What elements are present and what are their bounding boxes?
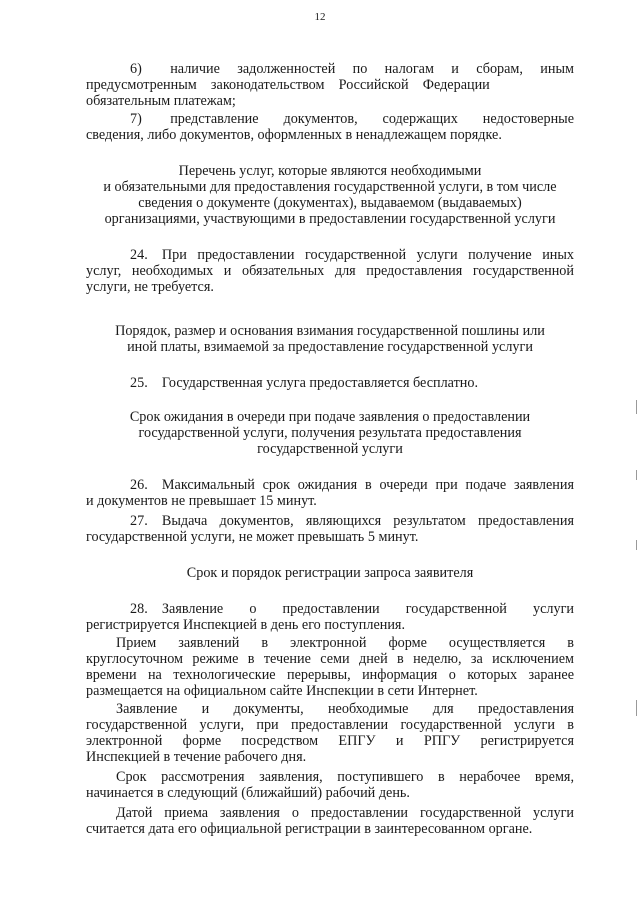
section-heading-line: Перечень услуг, которые являются необходимыми xyxy=(178,163,482,179)
paragraph-24-line: услуги, не требуется. xyxy=(86,279,214,295)
paragraph-24-line: 24. При предоставлении государственной услуги получение иных xyxy=(130,247,574,263)
paragraph-line: Датой приема заявления о предоставлении государственной услуги xyxy=(116,805,574,821)
paragraph-line: электронной форме посредством ЕПГУ и РПГУ регистрируется xyxy=(86,733,574,749)
scan-edge-mark xyxy=(636,700,637,716)
list-item-7-line: 7) представление документов, содержащих недостоверные xyxy=(130,111,574,127)
scan-edge-mark xyxy=(636,400,637,414)
paragraph-line: считается дата его официальной регистрации в заинтересованном органе. xyxy=(86,821,533,837)
paragraph-27-line: 27. Выдача документов, являющихся результатом предоставления xyxy=(130,513,574,529)
scan-edge-mark xyxy=(636,540,637,550)
paragraph-24-line: услуг, необходимых и обязательных для предоставления государственной xyxy=(86,263,574,279)
paragraph-line: размещается на официальном сайте Инспекции в сети Интернет. xyxy=(86,683,478,699)
section-heading-line: и обязательными для предоставления государственной услуги, в том числе xyxy=(103,179,557,195)
section-heading-line: Срок ожидания в очереди при подаче заявления о предоставлении xyxy=(129,409,531,425)
list-item-7-line: сведения, либо документов, оформленных в ненадлежащем порядке. xyxy=(86,127,502,143)
paragraph-line: Срок рассмотрения заявления, поступившего в нерабочее время, xyxy=(116,769,574,785)
paragraph-line: начинается в следующий (ближайший) рабочий день. xyxy=(86,785,410,801)
list-item-6-line: 6) наличие задолженностей по налогам и сборам, иным xyxy=(130,61,574,77)
paragraph-line: Инспекцией в течение рабочего дня. xyxy=(86,749,307,765)
scan-edge-mark xyxy=(636,470,637,480)
section-heading-line: государственной услуги xyxy=(257,441,403,457)
section-heading-line: государственной услуги, получения результата предоставления xyxy=(138,425,522,441)
paragraph-28-line: 28. Заявление о предоставлении государственной услуги xyxy=(130,601,574,617)
paragraph-line: Прием заявлений в электронной форме осуществляется в xyxy=(116,635,574,651)
section-heading: Срок и порядок регистрации запроса заявителя xyxy=(186,565,474,581)
list-item-6-line: обязательным платежам; xyxy=(86,93,236,109)
paragraph-line: Заявление и документы, необходимые для предоставления xyxy=(116,701,574,717)
section-heading-line: Порядок, размер и основания взимания государственной пошлины или xyxy=(115,323,545,339)
paragraph-line: круглосуточном режиме в течение семи дней в неделю, за исключением xyxy=(86,651,574,667)
section-heading-line: сведения о документе (документах), выдаваемом (выдаваемых) xyxy=(138,195,522,211)
list-item-6-line: предусмотренным законодательством Российской Федерации xyxy=(86,77,490,93)
paragraph-26-line: 26. Максимальный срок ожидания в очереди при подаче заявления xyxy=(130,477,574,493)
paragraph-27-line: государственной услуги, не может превышать 5 минут. xyxy=(86,529,419,545)
paragraph-28-line: регистрируется Инспекцией в день его поступления. xyxy=(86,617,405,633)
page-number: 12 xyxy=(314,11,326,23)
section-heading-line: организациями, участвующими в предоставлении государственной услуги xyxy=(104,211,556,227)
paragraph-26-line: и документов не превышает 15 минут. xyxy=(86,493,317,509)
section-heading-line: иной платы, взимаемой за предоставление государственной услуги xyxy=(127,339,533,355)
paragraph-25-line: 25. Государственная услуга предоставляется бесплатно. xyxy=(130,375,479,391)
paragraph-line: государственной услуги, при предоставлении государственной услуги в xyxy=(86,717,574,733)
paragraph-line: времени на технологические перерывы, информация о которых заранее xyxy=(86,667,574,683)
